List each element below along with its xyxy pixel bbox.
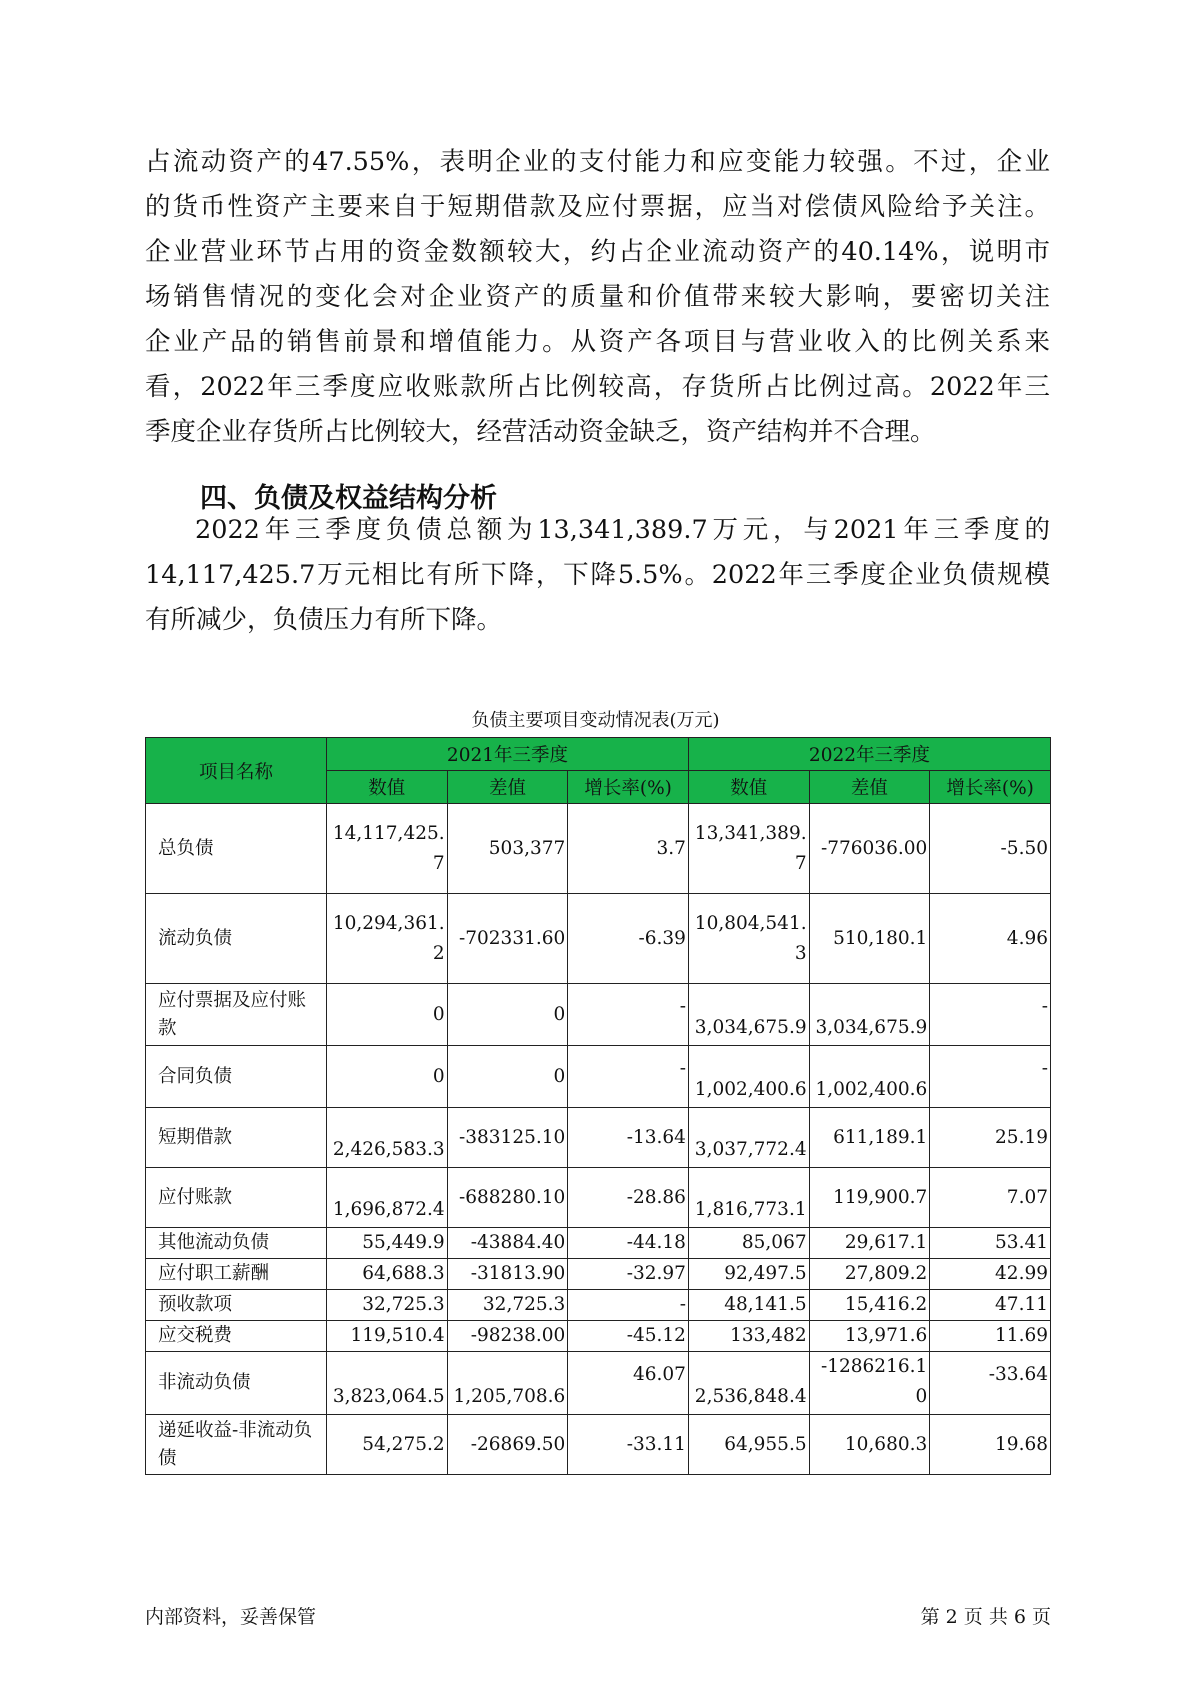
cell-growth-2021: - [568, 984, 689, 1046]
cell-diff-2021: -43884.40 [447, 1228, 568, 1259]
cell-value-2021: 55,449.9 [326, 1228, 447, 1259]
table-row [146, 1108, 1051, 1168]
subheader-diff: 差值 [447, 771, 568, 804]
cell-diff-2021: -98238.00 [447, 1321, 568, 1352]
cell-diff-2021: -31813.90 [447, 1259, 568, 1290]
cell-growth-2021: -32.97 [568, 1259, 689, 1290]
cell-diff-2021: 0 [447, 1046, 568, 1108]
text-line: 场销售情况的变化会对企业资产的质量和价值带来较大影响，要密切关注 [145, 282, 1050, 312]
footer-page-number: 第 2 页 共 6 页 [920, 1606, 1051, 1628]
table-row [146, 1415, 1051, 1475]
cell-diff-2021: -688280.10 [447, 1168, 568, 1228]
subheader-growth: 增长率(%) [568, 771, 689, 804]
section-heading: 四、负债及权益结构分析 [200, 483, 497, 514]
row-name: 短期借款 [146, 1108, 327, 1168]
cell-diff-2021: 32,725.3 [447, 1290, 568, 1321]
cell-diff-2022: 611,189.1 [809, 1108, 930, 1168]
cell-value-2021: 32,725.3 [326, 1290, 447, 1321]
row-name: 流动负债 [146, 894, 327, 984]
cell-value-2021: 10,294,361.2 [326, 894, 447, 984]
row-name: 预收款项 [146, 1290, 327, 1321]
cell-diff-2022: -776036.00 [809, 804, 930, 894]
cell-growth-2022: 19.68 [930, 1415, 1051, 1475]
cell-value-2021: 1,696,872.4 [326, 1168, 447, 1228]
cell-value-2022: 92,497.5 [688, 1259, 809, 1290]
cell-value-2021: 2,426,583.3 [326, 1108, 447, 1168]
cell-growth-2021: 46.07 [568, 1352, 689, 1415]
cell-diff-2022: -1286216.10 [809, 1352, 930, 1415]
cell-value-2021: 0 [326, 984, 447, 1046]
cell-value-2021: 14,117,425.7 [326, 804, 447, 894]
table-row [146, 1046, 1051, 1108]
text-line: 14,117,425.7万元相比有所下降，下降5.5%。2022年三季度企业负债规模 [145, 560, 1050, 590]
cell-value-2022: 3,037,772.4 [688, 1108, 809, 1168]
cell-diff-2021: 503,377 [447, 804, 568, 894]
row-name: 应交税费 [146, 1321, 327, 1352]
cell-growth-2021: 3.7 [568, 804, 689, 894]
cell-diff-2022: 15,416.2 [809, 1290, 930, 1321]
table-row [146, 894, 1051, 984]
liability-table [145, 737, 1051, 1475]
cell-diff-2022: 13,971.6 [809, 1321, 930, 1352]
cell-value-2022: 2,536,848.4 [688, 1352, 809, 1415]
cell-value-2021: 0 [326, 1046, 447, 1108]
cell-value-2021: 119,510.4 [326, 1321, 447, 1352]
table-row [146, 1228, 1051, 1259]
table-row [146, 1168, 1051, 1228]
cell-growth-2022: 42.99 [930, 1259, 1051, 1290]
text-line: 的货币性资产主要来自于短期借款及应付票据，应当对偿债风险给予关注。 [145, 192, 1050, 222]
cell-growth-2021: - [568, 1046, 689, 1108]
table-row [146, 984, 1051, 1046]
text-line: 看，2022年三季度应收账款所占比例较高，存货所占比例过高。2022年三 [145, 372, 1050, 402]
cell-growth-2022: 53.41 [930, 1228, 1051, 1259]
cell-value-2022: 1,002,400.6 [688, 1046, 809, 1108]
text-line: 企业营业环节占用的资金数额较大，约占企业流动资产的40.14%，说明市 [145, 237, 1050, 267]
cell-growth-2022: 4.96 [930, 894, 1051, 984]
row-name: 总负债 [146, 804, 327, 894]
text-line: 季度企业存货所占比例较大，经营活动资金缺乏，资产结构并不合理。 [145, 417, 936, 447]
cell-diff-2022: 1,002,400.6 [809, 1046, 930, 1108]
cell-value-2022: 85,067 [688, 1228, 809, 1259]
cell-growth-2021: -44.18 [568, 1228, 689, 1259]
table-row [146, 804, 1051, 894]
cell-growth-2022: - [930, 984, 1051, 1046]
cell-value-2021: 3,823,064.5 [326, 1352, 447, 1415]
row-name: 递延收益-非流动负债 [146, 1415, 327, 1475]
cell-diff-2021: -702331.60 [447, 894, 568, 984]
cell-diff-2021: -26869.50 [447, 1415, 568, 1475]
cell-value-2022: 64,955.5 [688, 1415, 809, 1475]
cell-value-2022: 10,804,541.3 [688, 894, 809, 984]
cell-growth-2022: 11.69 [930, 1321, 1051, 1352]
cell-diff-2021: 1,205,708.6 [447, 1352, 568, 1415]
table-row [146, 1352, 1051, 1415]
footer-confidential-note: 内部资料，妥善保管 [145, 1606, 317, 1628]
cell-diff-2022: 29,617.1 [809, 1228, 930, 1259]
cell-value-2021: 64,688.3 [326, 1259, 447, 1290]
cell-growth-2021: -13.64 [568, 1108, 689, 1168]
table-row [146, 1290, 1051, 1321]
subheader-value: 数值 [326, 771, 447, 804]
cell-growth-2021: -28.86 [568, 1168, 689, 1228]
row-name: 合同负债 [146, 1046, 327, 1108]
table-row [146, 1321, 1051, 1352]
cell-growth-2022: 47.11 [930, 1290, 1051, 1321]
row-name: 非流动负债 [146, 1352, 327, 1415]
cell-diff-2021: 0 [447, 984, 568, 1046]
cell-value-2022: 48,141.5 [688, 1290, 809, 1321]
text-line: 2022年三季度负债总额为13,341,389.7万元，与2021年三季度的 [195, 515, 1050, 545]
cell-value-2021: 54,275.2 [326, 1415, 447, 1475]
cell-growth-2022: -33.64 [930, 1352, 1051, 1415]
paragraph-liability-summary [145, 508, 1050, 643]
cell-growth-2021: -6.39 [568, 894, 689, 984]
table-row [146, 1259, 1051, 1290]
cell-diff-2022: 119,900.7 [809, 1168, 930, 1228]
text-line: 有所减少，负债压力有所下降。 [145, 605, 503, 635]
subheader-value: 数值 [688, 771, 809, 804]
row-name: 应付职工薪酬 [146, 1259, 327, 1290]
table-caption: 负债主要项目变动情况表(万元) [471, 710, 720, 731]
cell-growth-2021: - [568, 1290, 689, 1321]
cell-diff-2022: 27,809.2 [809, 1259, 930, 1290]
cell-diff-2022: 10,680.3 [809, 1415, 930, 1475]
row-name: 应付票据及应付账款 [146, 984, 327, 1046]
cell-growth-2022: 25.19 [930, 1108, 1051, 1168]
row-name: 应付账款 [146, 1168, 327, 1228]
text-line: 企业产品的销售前景和增值能力。从资产各项目与营业收入的比例关系来 [145, 327, 1050, 357]
cell-growth-2022: - [930, 1046, 1051, 1108]
paragraph-asset-analysis [145, 140, 1050, 455]
subheader-growth: 增长率(%) [930, 771, 1051, 804]
cell-value-2022: 3,034,675.9 [688, 984, 809, 1046]
header-item-name: 项目名称 [146, 738, 327, 804]
subheader-diff: 差值 [809, 771, 930, 804]
header-period-2022: 2022年三季度 [688, 738, 1050, 771]
text-line: 占流动资产的47.55%，表明企业的支付能力和应变能力较强。不过，企业 [145, 147, 1050, 177]
cell-value-2022: 1,816,773.1 [688, 1168, 809, 1228]
cell-growth-2021: -45.12 [568, 1321, 689, 1352]
cell-value-2022: 13,341,389.7 [688, 804, 809, 894]
cell-diff-2022: 3,034,675.9 [809, 984, 930, 1046]
cell-growth-2021: -33.11 [568, 1415, 689, 1475]
cell-growth-2022: -5.50 [930, 804, 1051, 894]
header-period-2021: 2021年三季度 [326, 738, 688, 771]
cell-diff-2021: -383125.10 [447, 1108, 568, 1168]
row-name: 其他流动负债 [146, 1228, 327, 1259]
cell-diff-2022: 510,180.1 [809, 894, 930, 984]
cell-growth-2022: 7.07 [930, 1168, 1051, 1228]
cell-value-2022: 133,482 [688, 1321, 809, 1352]
